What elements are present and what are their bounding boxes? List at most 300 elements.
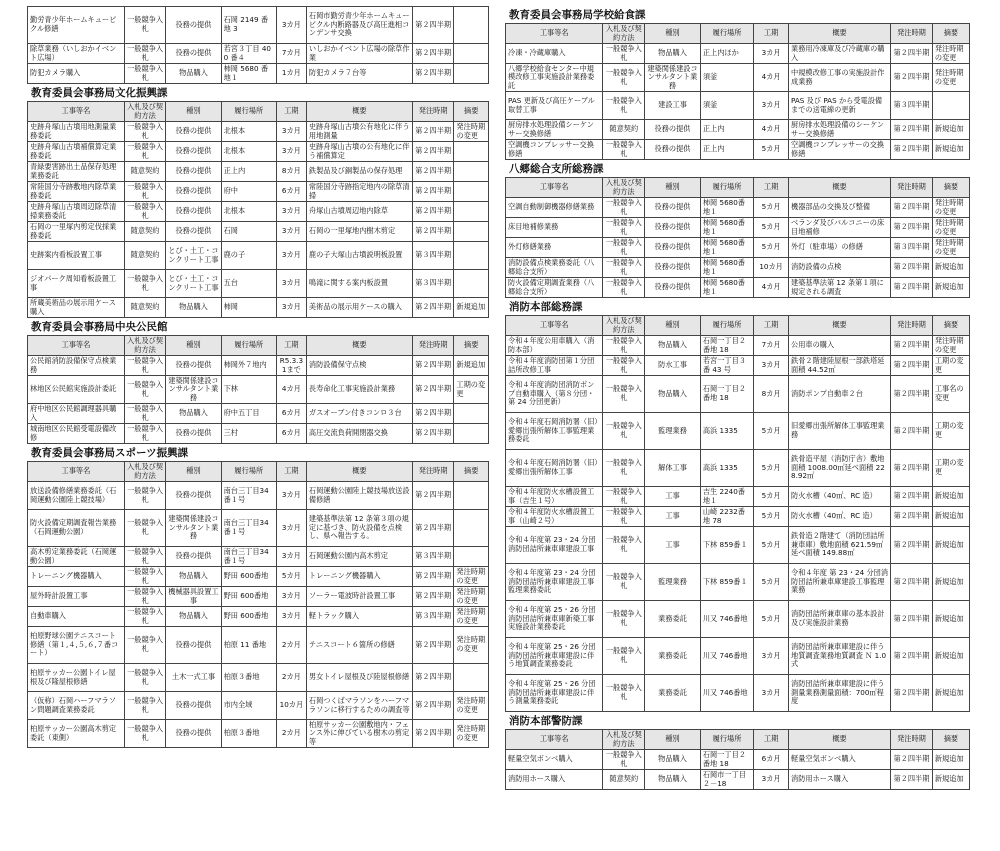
table-cell: 正上内 — [700, 120, 753, 140]
table-cell: 府中地区公民館調理器具購入 — [28, 404, 125, 424]
table-cell: 消防団詰所兼車庫建設に伴う地質調査業務地質調査 Ｎ 1.0 式 — [789, 638, 891, 675]
table-cell: 厨房排水処理設備のシーケンサー交換修繕 — [789, 120, 891, 140]
table-cell: 石岡市一丁目２－18 — [700, 770, 753, 790]
table-cell: ガスオーブン付きコンロ３台 — [306, 404, 412, 424]
table-row — [28, 720, 489, 748]
table-cell: 石岡市勤労青少年ホームキュービクル内断路器及び高圧進相コンデンサ交換 — [306, 7, 412, 44]
table-cell: 役務の提供 — [166, 202, 221, 222]
column-header: 摘要 — [932, 730, 969, 750]
procurement-table — [505, 23, 970, 160]
column-header: 種別 — [645, 24, 701, 44]
table-cell: 消防用ホース購入 — [789, 770, 891, 790]
table-cell: 役務の提供 — [645, 238, 701, 258]
section-title: 教育委員会事務局学校給食課 — [509, 9, 646, 21]
table-cell: 発注時期の変更 — [932, 336, 969, 356]
table-row — [28, 298, 489, 318]
table-cell: 新規追加 — [932, 278, 969, 298]
column-header: 種別 — [166, 102, 221, 122]
column-header: 工期 — [754, 730, 789, 750]
table-row — [506, 64, 970, 92]
column-header: 入札及び契約方法 — [603, 24, 645, 44]
table-cell: 高浜 1335 — [700, 450, 753, 487]
table-cell: 工事 — [645, 507, 701, 527]
table-row — [28, 376, 489, 404]
procurement-table — [27, 6, 489, 84]
table-cell: 第２四半期 — [891, 450, 933, 487]
table-cell: 3カ月 — [276, 587, 306, 607]
table-cell: 随意契約 — [603, 120, 645, 140]
table-cell: 発注時期の変更 — [454, 692, 489, 720]
table-cell — [454, 64, 489, 84]
table-cell: 役務の提供 — [645, 258, 701, 278]
column-header: 工期 — [276, 336, 306, 356]
table-cell: 新規追加 — [932, 258, 969, 278]
table-cell: 物品購入 — [645, 376, 701, 413]
table-cell: 一般競争入札 — [124, 627, 165, 664]
table-cell: 3カ月 — [276, 142, 306, 162]
column-header: 概要 — [789, 730, 891, 750]
column-header: 履行場所 — [700, 178, 753, 198]
table-cell — [454, 182, 489, 202]
table-cell: 第２四半期 — [891, 487, 933, 507]
table-cell: 石岡の一里塚地内樹木剪定 — [306, 222, 412, 242]
table-cell: 一般競争入札 — [603, 413, 645, 450]
table-cell: 城南地区公民館受電設備改修 — [28, 424, 125, 444]
table-cell: 鹿の子大塚山古墳説明板設置 — [306, 242, 412, 270]
table-cell: 役務の提供 — [166, 122, 221, 142]
table-cell: 放送設備修繕業務委託（石岡運動公園陸上競技場） — [28, 482, 125, 510]
table-cell: とび・土工・コンクリート工事 — [166, 270, 221, 298]
table-cell: 第２四半期 — [891, 258, 933, 278]
column-header: 工事等名 — [28, 336, 125, 356]
table-row — [506, 198, 970, 218]
table-cell: 野田 600番地 — [221, 607, 276, 627]
table-cell: 柿岡 5680番地１ — [700, 218, 753, 238]
table-cell: 業務委託 — [645, 601, 701, 638]
table-cell: 機械器具設置工事 — [166, 587, 221, 607]
table-cell: 5カ月 — [754, 507, 789, 527]
column-header: 履行場所 — [700, 316, 753, 336]
table-cell: 令和４年度第 23・24 分団消防団詰所兼車庫建設工事 — [506, 527, 603, 564]
table-cell: 高木剪定業務委託（石岡運動公園） — [28, 547, 125, 567]
table-row — [28, 404, 489, 424]
table-cell: 随意契約 — [603, 770, 645, 790]
column-header: 入札及び契約方法 — [124, 336, 165, 356]
table-cell: 5カ月 — [754, 140, 789, 160]
table-cell: 第２四半期 — [891, 527, 933, 564]
table-cell: 長寿命化工事実施設計業務 — [306, 376, 412, 404]
table-cell: 一般競争入札 — [124, 7, 165, 44]
table-cell: 随意契約 — [124, 222, 165, 242]
procurement-table — [27, 101, 489, 318]
table-cell: 役務の提供 — [166, 424, 221, 444]
table-row — [506, 356, 970, 376]
table-cell: 石岡一丁目２番地 18 — [700, 376, 753, 413]
column-header: 履行場所 — [700, 730, 753, 750]
table-cell: 3カ月 — [276, 222, 306, 242]
table-cell: 男女トイレ屋根及び陸屋根修繕 — [306, 664, 412, 692]
table-cell: 6カ月 — [276, 182, 306, 202]
table-cell: 一般競争入札 — [603, 564, 645, 601]
table-cell: 北根本 — [221, 122, 276, 142]
table-cell: 令和４年度公用車購入（消防本部） — [506, 336, 603, 356]
table-cell: 8カ月 — [276, 162, 306, 182]
table-cell: 新規追加 — [932, 507, 969, 527]
table-cell: 業務用冷凍庫及び冷蔵庫の購入 — [789, 44, 891, 64]
table-cell — [454, 482, 489, 510]
table-cell: 中規模改修工事の実施設計作成業務 — [789, 64, 891, 92]
table-cell: 8カ月 — [754, 376, 789, 413]
table-cell: 防犯カメラ購入 — [28, 64, 125, 84]
table-cell: 建築関係建設コンサルタント業務 — [645, 64, 701, 92]
table-cell: 消防設備の点検 — [789, 258, 891, 278]
table-cell: 鳴滝に関する案内板設置 — [306, 270, 412, 298]
table-cell: 役務の提供 — [166, 162, 221, 182]
table-cell: 新規追加 — [454, 356, 489, 376]
table-header-row — [28, 102, 489, 122]
table-cell: 建設工事 — [645, 92, 701, 120]
table-cell: 建築基準法第 12 条第１項に規定される調査 — [789, 278, 891, 298]
table-cell: 業務委託 — [645, 638, 701, 675]
table-row — [506, 92, 970, 120]
table-cell: 柏原サッカー公園トイレ屋根及び隆屋根修繕 — [28, 664, 125, 692]
table-cell: 5カ月 — [754, 198, 789, 218]
column-header: 摘要 — [932, 316, 969, 336]
table-cell: 柏原 11 番地 — [221, 627, 276, 664]
table-cell: 発注時期の変更 — [454, 607, 489, 627]
table-cell: 一般競争入札 — [124, 376, 165, 404]
table-cell: 一般競争入札 — [124, 424, 165, 444]
table-cell: 第２四半期 — [412, 44, 453, 64]
table-cell: 北根本 — [221, 142, 276, 162]
table-cell: 第２四半期 — [891, 218, 933, 238]
column-header: 入札及び契約方法 — [603, 730, 645, 750]
table-row — [506, 450, 970, 487]
table-cell: 野田 600番地 — [221, 587, 276, 607]
table-row — [506, 750, 970, 770]
table-cell — [454, 202, 489, 222]
table-cell: 若宮一丁目３番 43 号 — [700, 356, 753, 376]
table-cell: 消防ポンプ自動車２台 — [789, 376, 891, 413]
table-cell: 所蔵美術品の展示用ケース購入 — [28, 298, 125, 318]
table-row — [28, 587, 489, 607]
column-header: 概要 — [306, 336, 412, 356]
table-cell: 北根本 — [221, 202, 276, 222]
table-cell: 発注時期の変更 — [454, 587, 489, 607]
table-row — [506, 238, 970, 258]
table-cell: 鉄製品及び銅製品の保存処理 — [306, 162, 412, 182]
table-cell: 役務の提供 — [645, 140, 701, 160]
table-cell: 第２四半期 — [412, 720, 453, 748]
table-cell: 一般競争入札 — [603, 258, 645, 278]
table-cell: 一般競争入札 — [603, 750, 645, 770]
table-cell: 物品購入 — [645, 44, 701, 64]
section-title: 教育委員会事務局中央公民館 — [31, 321, 168, 333]
table-cell: 工事名の変更 — [932, 376, 969, 413]
table-row — [28, 242, 489, 270]
table-cell: 柿岡 5680番地１ — [700, 238, 753, 258]
column-header: 発注時期 — [412, 336, 453, 356]
table-cell: 6カ月 — [276, 424, 306, 444]
table-cell: 若宮３丁目 400 番４ — [221, 44, 276, 64]
table-cell: 正上内 — [221, 162, 276, 182]
table-cell: 一般競争入札 — [124, 64, 165, 84]
table-row — [506, 218, 970, 238]
table-cell: 建築基準法第 12 条第３項の規定に基づき、防火設備を点検し、県へ報告する。 — [306, 510, 412, 547]
table-cell: 3カ月 — [276, 122, 306, 142]
table-cell: 山崎 2232番地 78 — [700, 507, 753, 527]
table-cell: 4カ月 — [754, 64, 789, 92]
table-cell — [454, 270, 489, 298]
table-cell: 第２四半期 — [412, 567, 453, 587]
table-cell: 3カ月 — [754, 44, 789, 64]
table-cell: 第３四半期 — [412, 242, 453, 270]
table-cell: 第２四半期 — [412, 404, 453, 424]
table-cell: 鉄骨造平屋（消防庁舎）敷地面積 1008.00㎡延べ面積 228.92㎡ — [789, 450, 891, 487]
table-cell: 八郷学校給食センター中規模改修工事実施設計業務委託 — [506, 64, 603, 92]
table-cell: 消防団詰所兼車庫の基本設計及び実施設計業務 — [789, 601, 891, 638]
table-row — [28, 627, 489, 664]
table-cell: 第２四半期 — [412, 664, 453, 692]
column-header: 摘要 — [932, 24, 969, 44]
table-cell: 解体工事 — [645, 450, 701, 487]
table-cell: 柏原野球公園テニスコート修繕（第１,４,５,６,７番コート） — [28, 627, 125, 664]
table-cell: 3カ月 — [754, 770, 789, 790]
table-cell: 第２四半期 — [412, 202, 453, 222]
table-cell: 一般競争入札 — [603, 450, 645, 487]
table-cell — [454, 44, 489, 64]
table-cell: R5.3.31まで — [276, 356, 306, 376]
table-cell: 新規追加 — [932, 140, 969, 160]
column-header: 種別 — [166, 462, 221, 482]
table-row — [506, 336, 970, 356]
table-cell: 一般競争入札 — [124, 664, 165, 692]
table-cell: 発注時期の変更 — [932, 44, 969, 64]
column-header: 工事等名 — [506, 730, 603, 750]
table-cell: 一般競争入札 — [124, 202, 165, 222]
table-cell — [932, 92, 969, 120]
table-cell: 発注時期の変更 — [932, 238, 969, 258]
column-header: 履行場所 — [700, 24, 753, 44]
table-cell: 柿岡 5680番地１ — [700, 278, 753, 298]
table-header-row — [506, 178, 970, 198]
table-header-row — [28, 462, 489, 482]
table-cell: 3カ月 — [276, 242, 306, 270]
table-cell: 府中 — [221, 182, 276, 202]
table-cell — [454, 404, 489, 424]
table-cell: 府中五丁目 — [221, 404, 276, 424]
column-header: 工期 — [754, 316, 789, 336]
table-cell: 一般競争入札 — [603, 218, 645, 238]
table-cell: 南台三丁目34 番１号 — [221, 547, 276, 567]
table-cell: 第２四半期 — [891, 638, 933, 675]
right-column — [505, 6, 970, 790]
table-cell: 5カ月 — [276, 567, 306, 587]
table-cell: 鉄骨造２階建て（消防団詰所兼車庫）敷地面積 621.59㎡延べ面積 149.88㎡ — [789, 527, 891, 564]
column-header: 発注時期 — [891, 178, 933, 198]
table-cell: 監理業務 — [645, 413, 701, 450]
table-cell: 第２四半期 — [891, 278, 933, 298]
table-cell: 第２四半期 — [891, 44, 933, 64]
table-cell: 5カ月 — [754, 527, 789, 564]
table-cell: 防火水槽（40㎥、RC 造） — [789, 507, 891, 527]
table-cell: 役務の提供 — [166, 142, 221, 162]
table-cell: 第２四半期 — [891, 336, 933, 356]
table-cell: 4カ月 — [754, 278, 789, 298]
table-cell: 物品購入 — [166, 64, 221, 84]
column-header: 発注時期 — [891, 730, 933, 750]
section-title: 消防本部総務課 — [509, 301, 583, 313]
section-title: 教育委員会事務局スポーツ振興課 — [31, 447, 189, 459]
table-cell: 3カ月 — [754, 356, 789, 376]
table-cell: 3カ月 — [276, 547, 306, 567]
column-header: 入札及び契約方法 — [603, 178, 645, 198]
table-cell: 発注時期の変更 — [454, 627, 489, 664]
table-row — [28, 547, 489, 567]
table-cell: 発注時期の変更 — [454, 567, 489, 587]
table-cell: 下林 — [221, 376, 276, 404]
table-cell: 令和４年度第 25・26 分団消防団詰所兼車庫建設に伴う測量業務委託 — [506, 675, 603, 712]
table-cell: 新規追加 — [932, 601, 969, 638]
table-cell: 1カ月 — [276, 64, 306, 84]
table-row — [28, 182, 489, 202]
table-cell: 公用車の購入 — [789, 336, 891, 356]
table-row — [28, 202, 489, 222]
table-cell: 防水工事 — [645, 356, 701, 376]
table-cell: 一般競争入札 — [603, 675, 645, 712]
table-cell — [454, 7, 489, 44]
table-cell: 役務の提供 — [645, 278, 701, 298]
table-cell: 南台三丁目34 番１号 — [221, 510, 276, 547]
table-cell: 柿岡 — [221, 298, 276, 318]
table-cell: 史跡舟塚山古墳の公有地化に伴う補償算定 — [306, 142, 412, 162]
table-cell — [454, 142, 489, 162]
table-cell — [454, 547, 489, 567]
column-header: 入札及び契約方法 — [124, 102, 165, 122]
table-cell: 5カ月 — [754, 564, 789, 601]
table-cell — [454, 222, 489, 242]
table-cell: 発注時期の変更 — [454, 720, 489, 748]
column-header: 概要 — [306, 462, 412, 482]
procurement-table — [27, 461, 489, 748]
table-cell: ベランダ及びバルコニーの床目地補修 — [789, 218, 891, 238]
table-cell: 役務の提供 — [166, 44, 221, 64]
table-cell: 5カ月 — [754, 487, 789, 507]
column-header: 概要 — [789, 24, 891, 44]
table-cell: 3カ月 — [754, 675, 789, 712]
column-header: 種別 — [645, 316, 701, 336]
table-cell: 3カ月 — [754, 92, 789, 120]
table-cell: ジオパーク周知看板設置工事 — [28, 270, 125, 298]
table-cell: 消防用ホース購入 — [506, 770, 603, 790]
table-cell: トレーニング機器購入 — [28, 567, 125, 587]
table-row — [28, 356, 489, 376]
table-cell: 一般競争入札 — [603, 356, 645, 376]
table-cell: 史跡舟塚山古墳補償算定業務委託 — [28, 142, 125, 162]
table-cell: 石岡一丁目２番地 18 — [700, 750, 753, 770]
table-row — [28, 222, 489, 242]
table-cell: 正上内 — [700, 140, 753, 160]
table-cell: 一般競争入札 — [124, 692, 165, 720]
table-row — [506, 564, 970, 601]
table-cell: 令和４年度石岡消防署（旧）愛郷出張所解体工事監理業務委託 — [506, 413, 603, 450]
table-row — [506, 770, 970, 790]
table-cell: 市内全域 — [221, 692, 276, 720]
table-row — [506, 487, 970, 507]
column-header: 種別 — [166, 336, 221, 356]
table-cell: 5カ月 — [754, 601, 789, 638]
table-cell: 史跡案内看板設置工事 — [28, 242, 125, 270]
table-cell: 一般競争入札 — [124, 607, 165, 627]
table-cell: PAS 及び PAS から受電設備までの送電線の更新 — [789, 92, 891, 120]
table-cell: 第２四半期 — [412, 587, 453, 607]
table-cell: 新規追加 — [932, 750, 969, 770]
table-cell: 土木一式工事 — [166, 664, 221, 692]
table-cell: 消防団詰所兼車庫建設に伴う測量業務測量面積：700㎡程度 — [789, 675, 891, 712]
table-cell: 役務の提供 — [166, 547, 221, 567]
column-header: 発注時期 — [412, 462, 453, 482]
table-cell: 新規追加 — [932, 770, 969, 790]
column-header: 概要 — [789, 178, 891, 198]
column-header: 入札及び契約方法 — [124, 462, 165, 482]
table-cell: 監理業務 — [645, 564, 701, 601]
table-cell: 下林 859番１ — [700, 564, 753, 601]
table-header-row — [506, 316, 970, 336]
table-row — [28, 607, 489, 627]
table-cell: 一般競争入札 — [603, 44, 645, 64]
table-cell: 一般競争入札 — [603, 238, 645, 258]
table-row — [506, 675, 970, 712]
table-cell — [454, 424, 489, 444]
table-cell: 役務の提供 — [645, 120, 701, 140]
table-cell: 石岡つくばマラソンをハーフマラソンに移行するための調査等 — [306, 692, 412, 720]
table-cell: 石岡 — [221, 222, 276, 242]
column-header: 概要 — [789, 316, 891, 336]
table-cell: 随意契約 — [124, 242, 165, 270]
table-row — [506, 376, 970, 413]
table-cell: 5カ月 — [754, 450, 789, 487]
table-cell: 一般競争入札 — [603, 278, 645, 298]
table-cell: 外灯修繕業務 — [506, 238, 603, 258]
table-cell: トレーニング機器購入 — [306, 567, 412, 587]
table-cell: 物品購入 — [166, 404, 221, 424]
table-cell: 石岡一丁目２番地 18 — [700, 336, 753, 356]
column-header: 種別 — [645, 178, 701, 198]
table-cell: 工事 — [645, 487, 701, 507]
table-cell: 一般競争入札 — [124, 404, 165, 424]
table-cell: 第２四半期 — [412, 424, 453, 444]
table-cell: 7カ月 — [754, 336, 789, 356]
table-cell: 役務の提供 — [166, 7, 221, 44]
table-cell — [454, 664, 489, 692]
table-cell: 一般競争入札 — [124, 44, 165, 64]
table-cell: 第２四半期 — [412, 162, 453, 182]
table-cell: 第２四半期 — [891, 140, 933, 160]
table-cell: 公民館消防設備保守点検業務 — [28, 356, 125, 376]
table-row — [28, 162, 489, 182]
table-cell: 第２四半期 — [891, 675, 933, 712]
procurement-table — [505, 315, 970, 712]
table-cell: 消防設備点検業務委託（八郷総合支所） — [506, 258, 603, 278]
table-row — [506, 258, 970, 278]
table-cell: 史跡舟塚山古墳周辺除草清掃業務委託 — [28, 202, 125, 222]
table-cell: 物品購入 — [645, 770, 701, 790]
table-cell: 常陸国分寺跡指定地内の除草清掃 — [306, 182, 412, 202]
table-cell: 防犯カメラ７台等 — [306, 64, 412, 84]
table-cell: 一般競争入札 — [603, 507, 645, 527]
table-cell: 2カ月 — [276, 720, 306, 748]
table-cell: ソーラー電波時計設置工事 — [306, 587, 412, 607]
